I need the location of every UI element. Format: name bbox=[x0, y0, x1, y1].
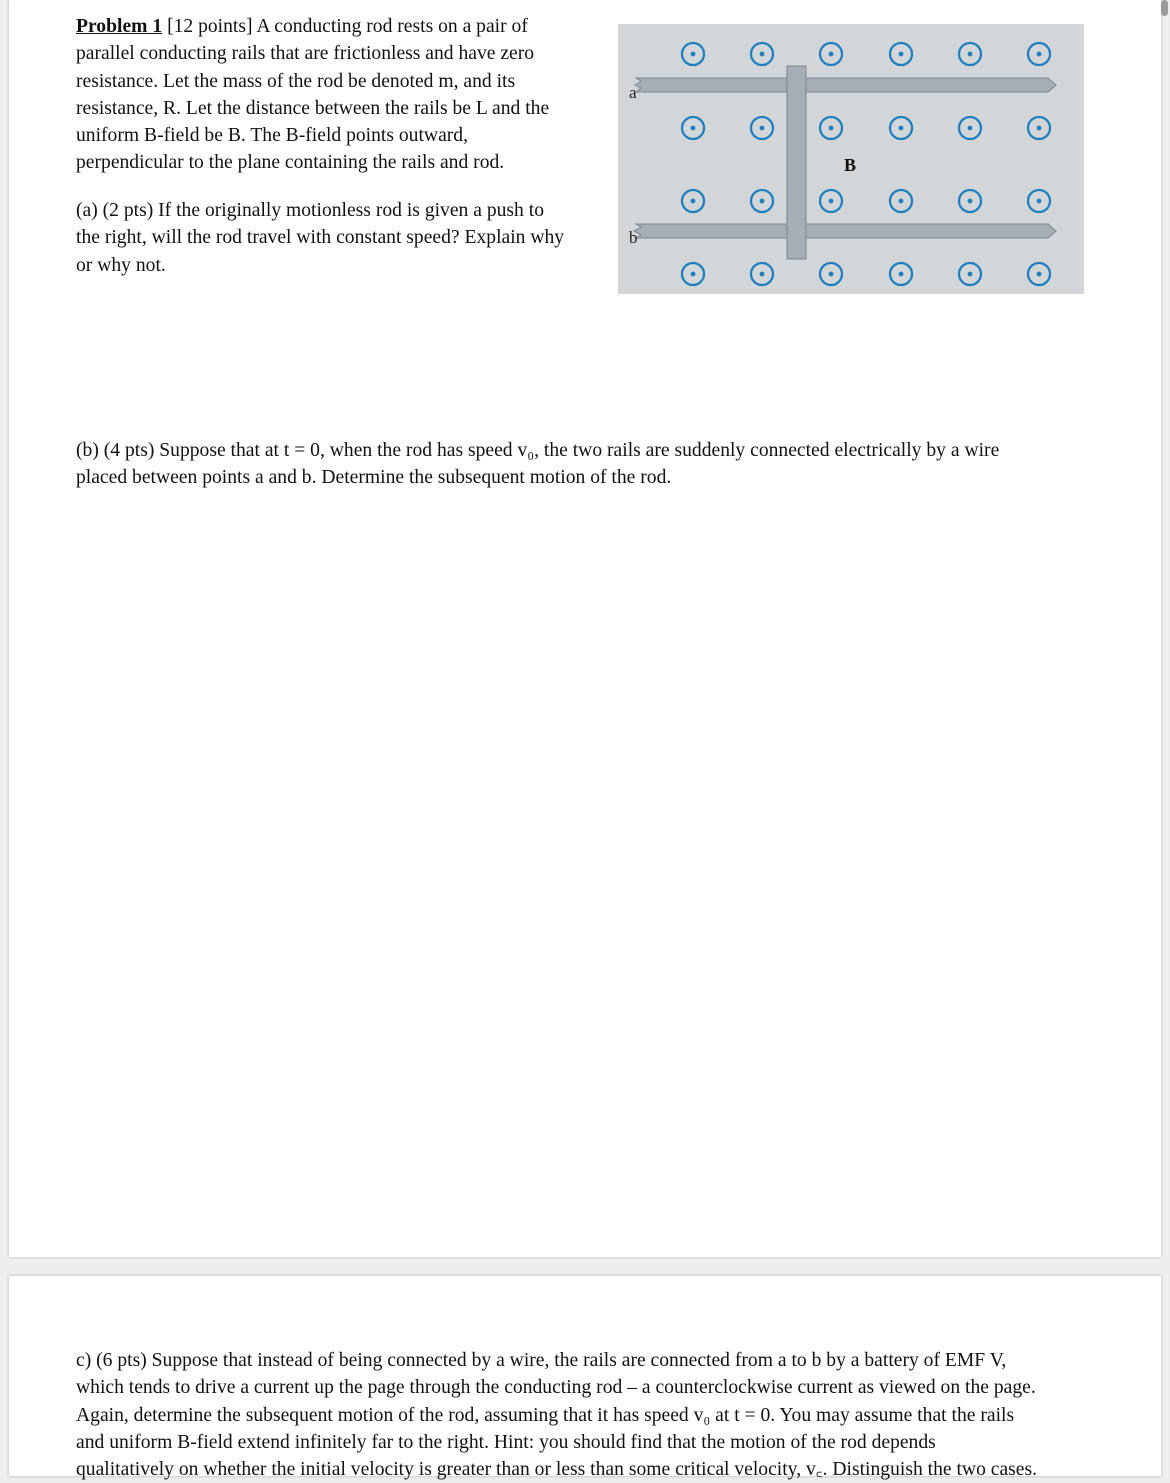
part-a-line-1: (a) (2 pts) If the originally motionless rod is given a push to bbox=[76, 200, 544, 221]
part-c-line-5: qualitatively on whether the initial velocity is greater than or less than some critical velocity, v꜀. Distinguish the two cases. bbox=[76, 1459, 1037, 1481]
part-b-line-1: (b) (4 pts) Suppose that at t = 0, when the rod has speed v₀, the two rails are suddenly connected electrically by a wire bbox=[76, 440, 1000, 461]
part-a-line-2: the right, will the rod travel with constant speed? Explain why bbox=[76, 227, 565, 249]
part-a-question bbox=[76, 197, 606, 279]
part-c-line-3: Again, determine the subsequent motion of the rod, assuming that it has speed v₀ at t = 0. You may assume that the rails bbox=[76, 1404, 1015, 1426]
top-rail bbox=[635, 78, 1056, 92]
part-c-line-4: and uniform B-field extend infinitely far to the right. Hint: you should find that the motion of the rod depends bbox=[76, 1431, 936, 1453]
intro-line-1-rest: [12 points] A conducting rod rests on a pair of bbox=[162, 16, 528, 37]
part-c-line-1: c) (6 pts) Suppose that instead of being connected by a wire, the rails are connected from a to b by a battery of EMF V, bbox=[76, 1350, 1007, 1371]
intro-line-4: resistance, R. Let the distance between the rails be L and the bbox=[76, 97, 550, 119]
part-b-question bbox=[76, 437, 1076, 492]
page-1 bbox=[9, 0, 1161, 1257]
part-c-question bbox=[76, 1347, 1116, 1483]
part-c-line-2: which tends to drive a current up the page through the conducting rod – a counterclockwise current as viewed on the page. bbox=[76, 1377, 1036, 1399]
bottom-rail bbox=[634, 224, 1056, 238]
part-a-line-3: or why not. bbox=[76, 254, 166, 276]
intro-line-2: parallel conducting rails that are frictionless and have zero bbox=[76, 43, 535, 65]
rail-rod-diagram bbox=[618, 24, 1084, 294]
problem-title: Problem 1 bbox=[76, 16, 163, 37]
page-2 bbox=[9, 1276, 1161, 1481]
label-B-field: B bbox=[844, 155, 857, 175]
problem-intro bbox=[76, 13, 604, 177]
label-b: b bbox=[629, 228, 638, 247]
intro-line-6: perpendicular to the plane containing the rails and rod. bbox=[76, 152, 505, 174]
intro-line-3: resistance. Let the mass of the rod be denoted m, and its bbox=[76, 70, 516, 92]
rail-rod-figure bbox=[618, 24, 1084, 294]
intro-line-5: uniform B-field be B. The B-field points outward, bbox=[76, 125, 468, 147]
part-b-line-2: placed between points a and b. Determine the subsequent motion of the rod. bbox=[76, 467, 672, 489]
scrollbar-thumb[interactable] bbox=[1161, 0, 1168, 16]
intro-line-1 bbox=[76, 13, 604, 40]
label-a: a bbox=[629, 83, 637, 102]
conducting-rod bbox=[787, 66, 806, 259]
